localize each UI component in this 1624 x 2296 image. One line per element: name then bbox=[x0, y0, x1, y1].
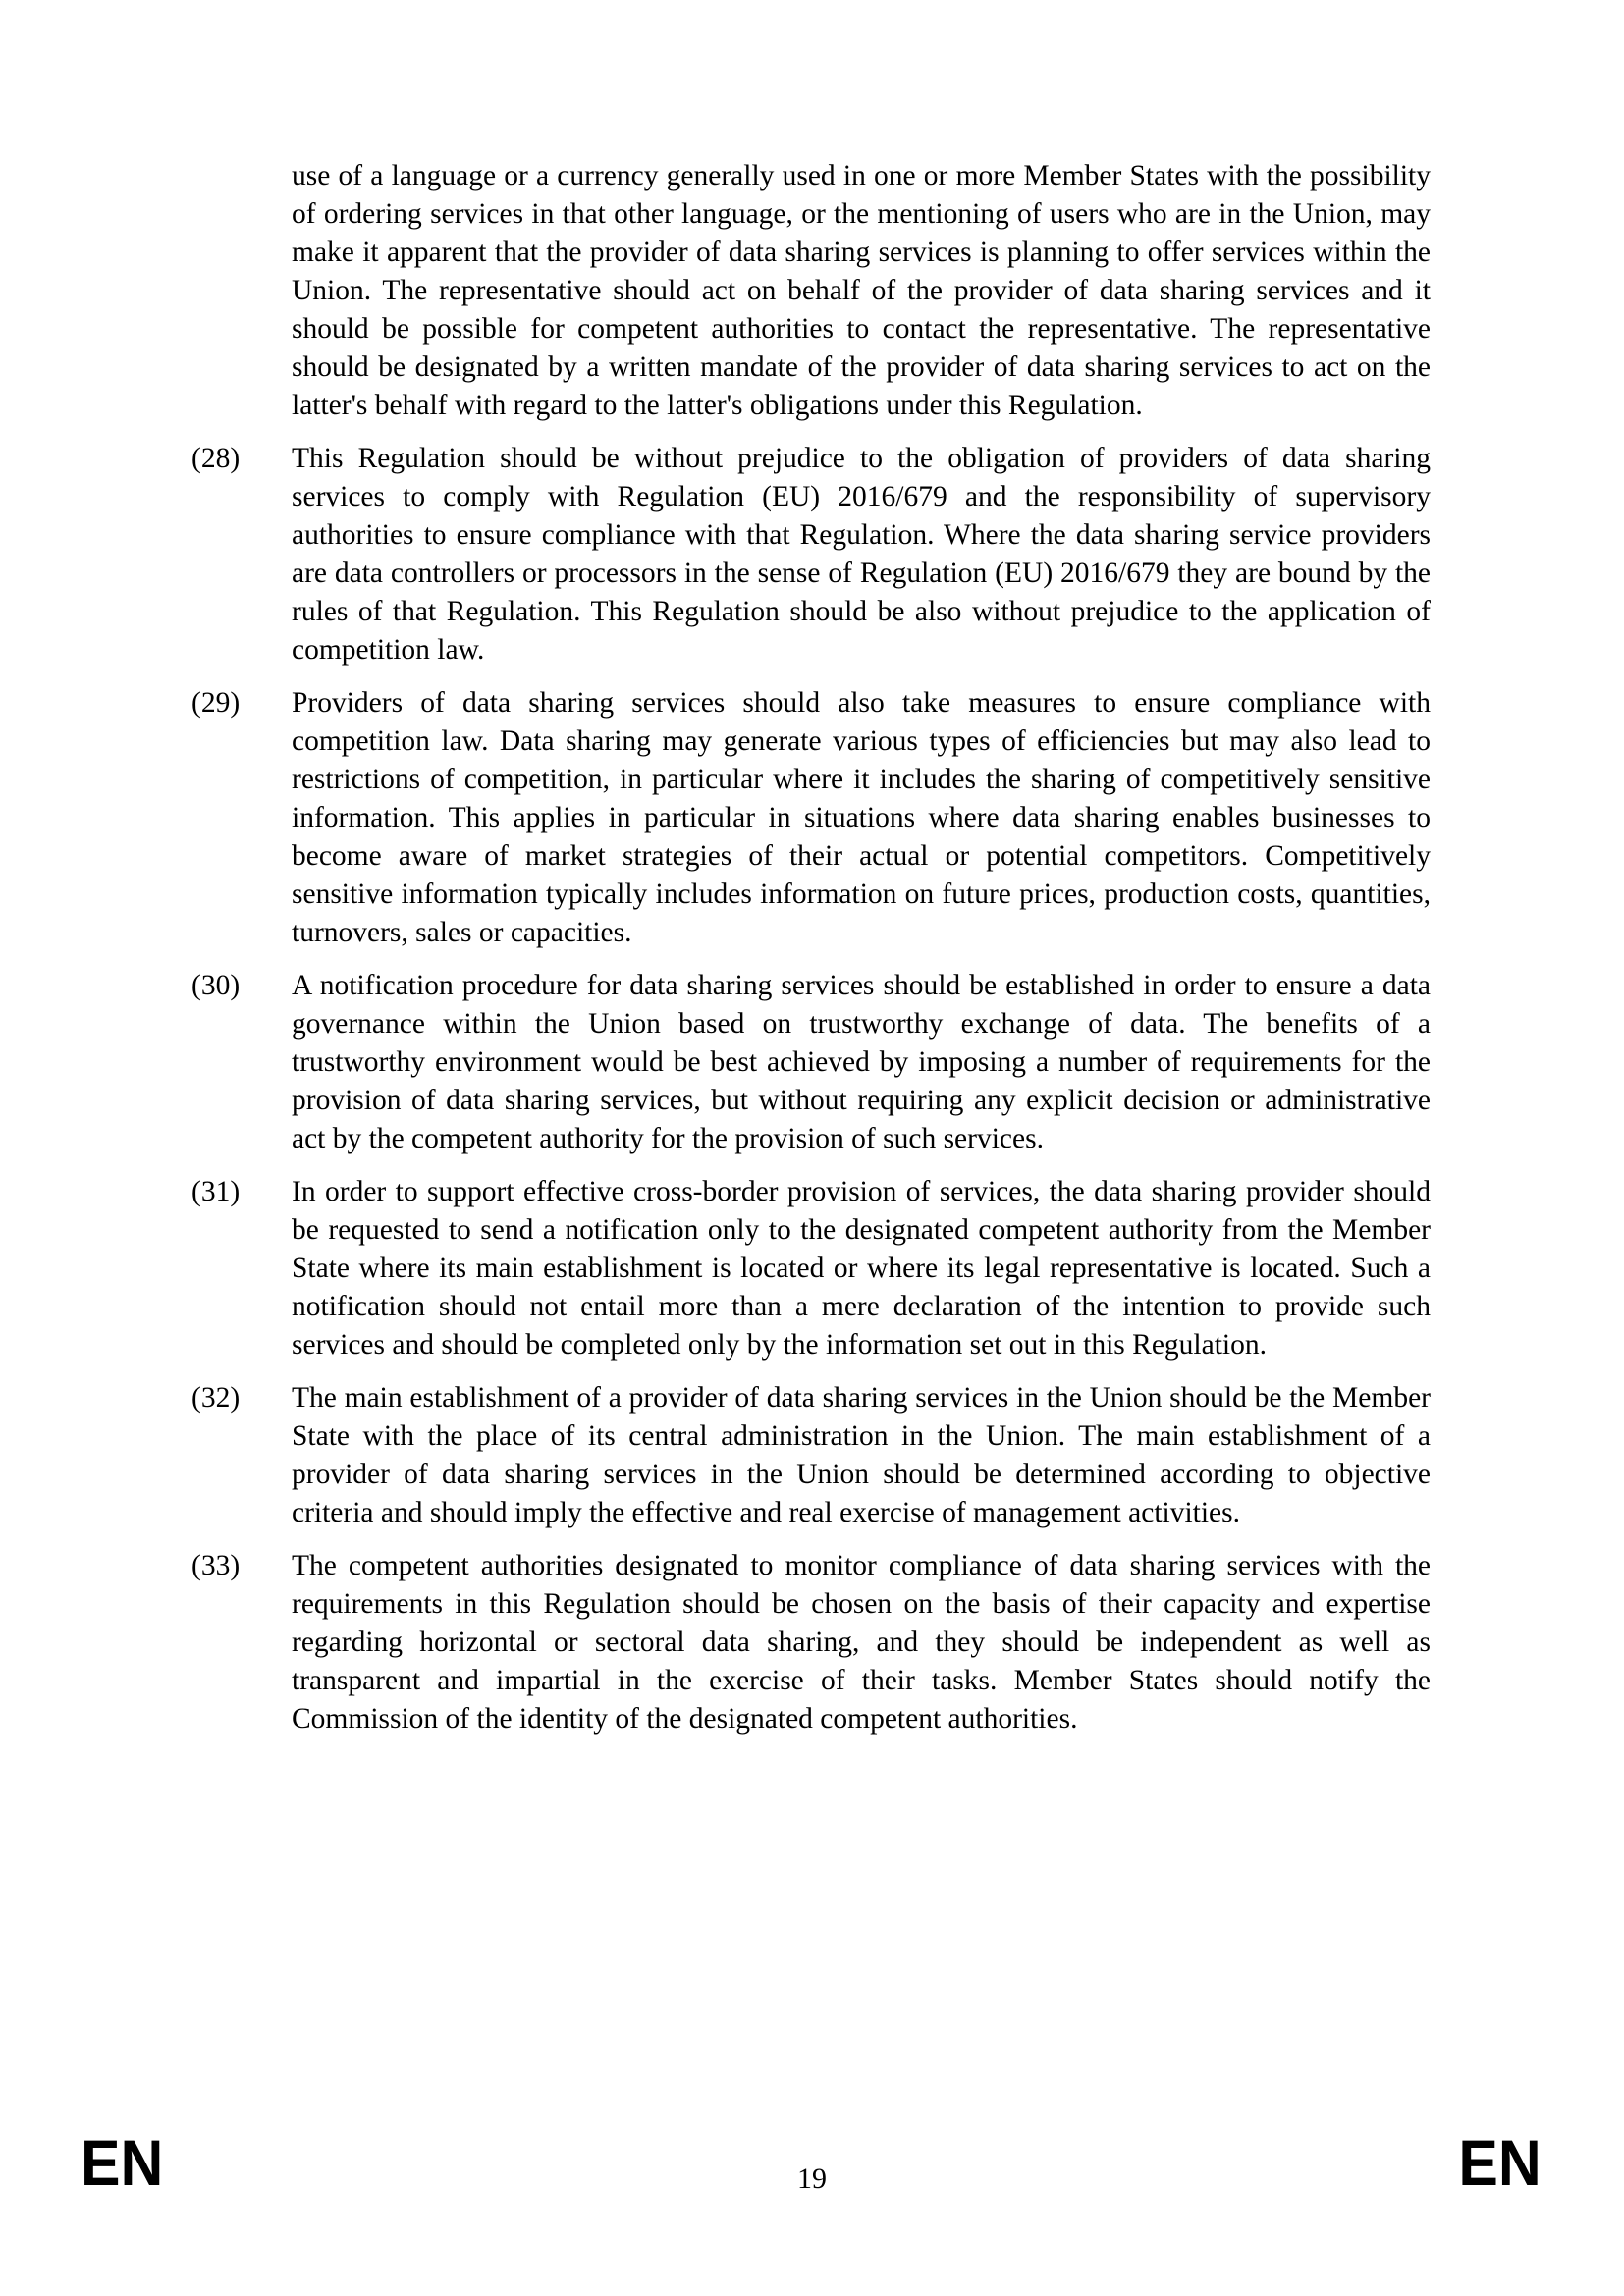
recital-text: The main establishment of a provider of data sharing services in the Union should be the Member State with the place of its central administration in the Union. The main establishment of a provider of data sharing services in the Union should be determined according to objective criteria and should imply the effective and real exercise of management activities. bbox=[292, 1382, 1431, 1528]
recital-text: A notification procedure for data sharing services should be established in order to ensure a data governance within the Union based on trustworthy exchange of data. The benefits of a trustworthy environment would be best achieved by imposing a number of requirements for the provision of data sharing services, but without requiring any explicit decision or administrative act by the competent authority for the provision of such services. bbox=[292, 970, 1431, 1154]
paragraph-continuation: use of a language or a currency generally used in one or more Member States with the possibility of ordering services in that other language, or the mentioning of users who are in the Union, may make it apparent that the provider of data sharing services is planning to offer services within the Union. The representative should act on behalf of the provider of data sharing services and it should be possible for competent authorities to contact the representative. The representative should be designated by a written mandate of the provider of data sharing services to act on the latter's behalf with regard to the latter's obligations under this Regulation. bbox=[292, 160, 1431, 421]
recital-text: Providers of data sharing services should also take measures to ensure compliance with competition law. Data sharing may generate various types of efficiencies but may also lead to restrictions of competition, in particular where it includes the sharing of competitively sensitive information. This applies in particular in situations where data sharing enables businesses to become aware of market strategies of their actual or potential competitors. Competitively sensitive information typically includes information on future prices, production costs, quantities, turnovers, sales or capacities. bbox=[292, 687, 1431, 948]
recital-text: In order to support effective cross-border provision of services, the data sharing provider should be requested to send a notification only to the designated competent authority from the Member State where its main establishment is located or where its legal representative is located. Such a notification should not entail more than a mere declaration of the intention to provide such services and should be completed only by the information set out in this Regulation. bbox=[292, 1176, 1431, 1361]
recital-number: (30) bbox=[191, 970, 241, 1001]
recital-33 bbox=[191, 1547, 1431, 1738]
recital-32 bbox=[191, 1379, 1431, 1532]
language-code-right: EN bbox=[1458, 2126, 1542, 2199]
page-number: 19 bbox=[797, 2163, 827, 2195]
recital-number: (31) bbox=[191, 1176, 241, 1207]
recital-28 bbox=[191, 440, 1431, 669]
recital-number: (32) bbox=[191, 1382, 241, 1414]
recital-number: (28) bbox=[191, 443, 241, 474]
recital-number: (29) bbox=[191, 687, 241, 719]
recital-text: This Regulation should be without prejudice to the obligation of providers of data sharing services to comply with Regulation (EU) 2016/679 and the responsibility of supervisory authorities to ensure compliance with that Regulation. Where the data sharing service providers are data controllers or processors in the sense of Regulation (EU) 2016/679 they are bound by the rules of that Regulation. This Regulation should be also without prejudice to the application of competition law. bbox=[292, 443, 1431, 666]
recital-number: (33) bbox=[191, 1550, 241, 1581]
recital-30 bbox=[191, 967, 1431, 1158]
language-code-left: EN bbox=[81, 2126, 164, 2199]
recital-31 bbox=[191, 1173, 1431, 1364]
recital-text: The competent authorities designated to monitor compliance of data sharing services with the requirements in this Regulation should be chosen on the basis of their capacity and expertise regarding horizontal or sectoral data sharing, and they should be independent as well as transparent and impartial in the exercise of their tasks. Member States should notify the Commission of the identity of the designated competent authorities. bbox=[292, 1550, 1431, 1735]
recital-29 bbox=[191, 684, 1431, 952]
page-content bbox=[191, 157, 1431, 1753]
